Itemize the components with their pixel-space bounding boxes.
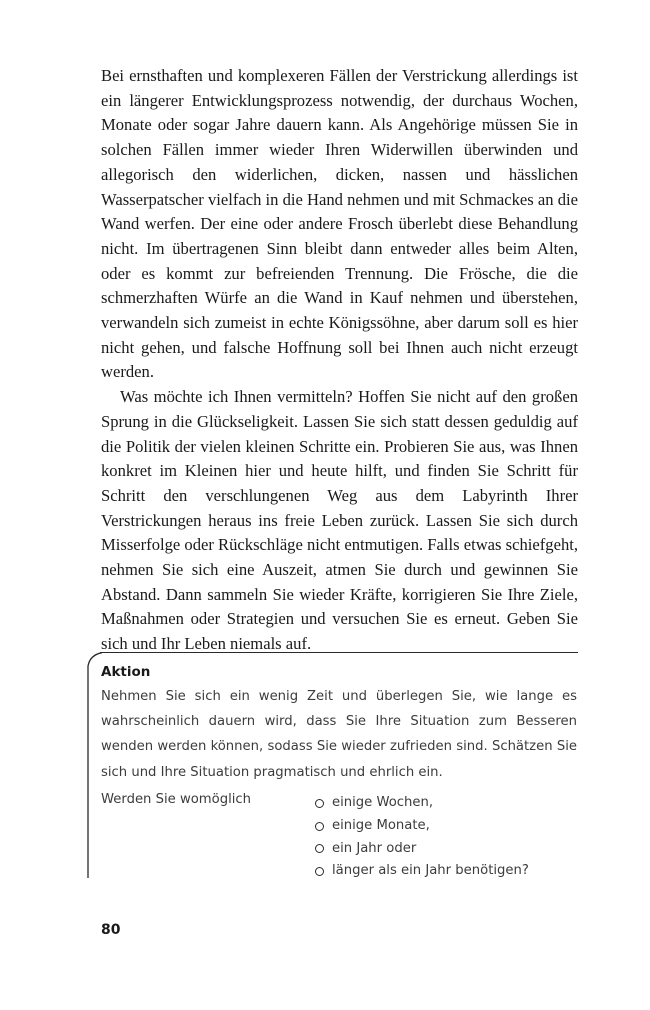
option-item[interactable] [315, 838, 529, 861]
aktion-instructions: Nehmen Sie sich ein wenig Zeit und überlegen Sie, wie lange es wahrscheinlich dauern wird, dass Sie Ihre Situation zum Besseren wenden werden können, sodass Sie wieder zufrieden sind. Schätzen Sie sich und Ihre Situation pragmatisch und ehrlich ein. [101, 689, 577, 780]
radio-circle-icon[interactable] [315, 799, 324, 808]
option-label: einige Monate, [332, 817, 430, 833]
option-item[interactable] [315, 815, 529, 838]
options-list [315, 792, 529, 883]
aktion-box [86, 652, 578, 878]
aktion-title: Aktion [101, 664, 151, 680]
option-label: ein Jahr oder [332, 840, 417, 856]
body-text [101, 64, 578, 657]
option-label: länger als ein Jahr benötigen? [332, 863, 529, 879]
page-number: 80 [101, 922, 121, 938]
options-question: Werden Sie womöglich [101, 792, 252, 807]
option-item[interactable] [315, 860, 529, 883]
paragraph-1: Bei ernsthaften und komplexeren Fällen der Verstrickung allerdings ist ein längerer Entwicklungsprozess notwendig, der durchaus Wochen, Monate oder sogar Jahre dauern kann. Als Angehörige müssen Sie in solchen Fällen immer wieder Ihren Widerwillen überwinden und allegorisch den widerlichen, dicken, nassen und hässlichen Wasserpatscher vielfach in die Hand nehmen und mit Schmackes an die Wand werfen. Der eine oder andere Frosch überlebt diese Behandlung nicht. Im übertragenen Sinn bleibt dann entweder alles beim Alten, oder es kommt zur befreienden Trennung. Die Frösche, die die schmerzhaften Würfe an die Wand in Kauf nehmen und überstehen, verwandeln sich zumeist in echte Königssöhne, aber darum soll es hier nicht gehen, und falsche Hoffnung soll bei Ihnen auch nicht erzeugt werden. [101, 66, 578, 382]
option-label: einige Wochen, [332, 795, 434, 810]
option-item[interactable] [315, 792, 529, 815]
radio-circle-icon[interactable] [315, 822, 324, 831]
aktion-top-rule [100, 652, 578, 653]
radio-circle-icon[interactable] [315, 867, 324, 876]
radio-circle-icon[interactable] [315, 844, 324, 853]
paragraph-2: Was möchte ich Ihnen vermitteln? Hoffen Sie nicht auf den großen Sprung in die Glückseligkeit. Lassen Sie sich statt dessen geduldig auf die Politik der vielen kleinen Schritte ein. Probieren Sie aus, was Ihnen konkret im Kleinen hier und heute hilft, und finden Sie Schritt für Schritt den verschlungenen Weg aus dem Labyrinth Ihrer Verstrickungen heraus ins freie Leben zurück. Lassen Sie sich durch Misserfolge oder Rückschläge nicht entmutigen. Falls etwas schiefgeht, nehmen Sie sich eine Auszeit, atmen Sie durch und gewinnen Sie Abstand. Dann sammeln Sie wieder Kräfte, korrigieren Sie Ihre Ziele, Maßnahmen oder Strategien und versuchen Sie es erneut. Geben Sie sich und Ihr Leben niemals auf. [101, 387, 578, 654]
